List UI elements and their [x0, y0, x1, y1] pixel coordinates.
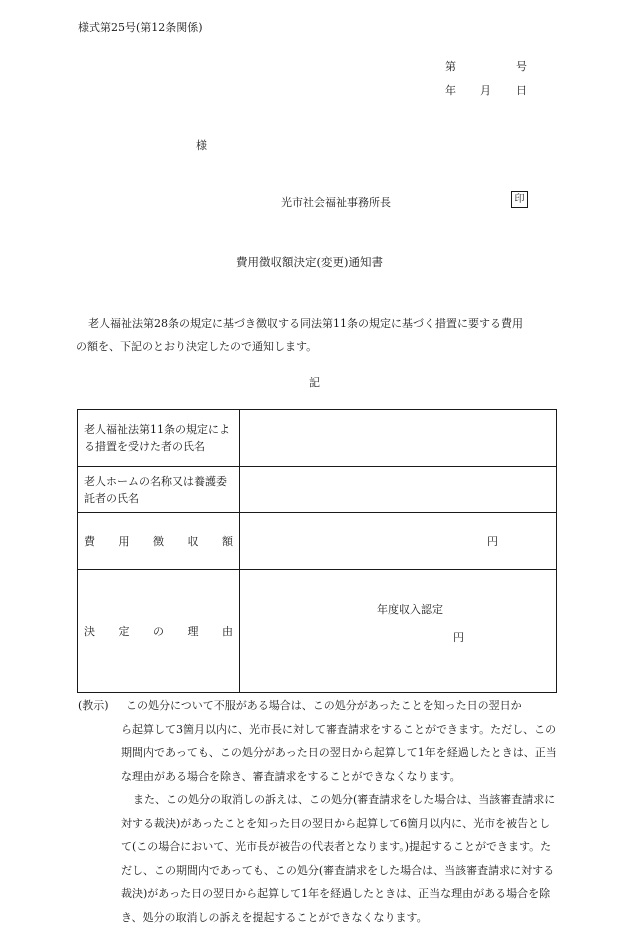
number-dai: 第 — [445, 60, 456, 73]
details-table — [77, 409, 557, 693]
ki-heading: 記 — [309, 376, 320, 389]
table-row-facility — [78, 467, 557, 513]
intro-line-2: の額を、下記のとおり決定したので通知します。 — [76, 340, 318, 353]
recipient-suffix: 様 — [196, 139, 207, 152]
value-facility-name — [240, 467, 557, 513]
form-id: 様式第25号(第12条関係) — [78, 21, 203, 34]
intro-line-1: 老人福祉法第28条の規定に基づき徴収する同法第11条の規定に基づく措置に要する費用 — [88, 317, 523, 330]
table-row-reason — [78, 570, 557, 693]
label-amount: 費 用 徴 収 額 — [78, 513, 240, 570]
table-row-amount — [78, 513, 557, 570]
table-row-recipient — [78, 410, 557, 467]
issuer-name: 光市社会福祉事務所長 — [281, 196, 391, 209]
label-reason: 決 定 の 理 由 — [78, 570, 240, 693]
intro-text — [76, 312, 558, 358]
date-month: 月 — [480, 84, 491, 97]
label-facility-name: 老人ホームの名称又は養護委託者の氏名 — [78, 467, 240, 513]
notice-heading: (教示) — [78, 699, 109, 712]
notice-paragraph-1: この処分について不服がある場合は、この処分があったことを知った日の翌日か ら起算して3箇月以内に、光市長に対して審査請求をすることができます。ただし、この期間内であっても、この処分があった日の翌日から起算して1年を経過したときは、正当な理由がある場合を除き、審査請求をすることができなくなります。 また、この処分の取消しの訴えは、この処分(審査請求をした場合は、当該審査請求に対する裁決)があったことを知った日の翌日から起算して6箇月以内に、光市を被告として(この場合において、光市長が被告の代表者となります。)提起することができます。ただし、この期間内であっても、この処分(審査請求をした場合は、当該審査請求に対する裁決)があった日の翌日から起算して1年を経過したときは、正当な理由がある場合を除き、処分の取消しの訴えを提起することができなくなります。 — [121, 694, 561, 929]
document-title: 費用徴収額決定(変更)通知書 — [236, 255, 383, 269]
value-reason — [240, 570, 557, 693]
date-day: 日 — [516, 84, 527, 97]
reason-income-label: 年度収入認定 — [377, 603, 443, 616]
number-go: 号 — [516, 60, 527, 73]
seal-mark: 印 — [511, 191, 528, 208]
reason-unit: 円 — [453, 631, 464, 644]
label-recipient-name: 老人福祉法第11条の規定による措置を受けた者の氏名 — [78, 410, 240, 467]
notice-paragraph-2: また、この処分の取消しの訴えは、この処分(審査請求をした場合は、当該審査請求に対する裁決)があったことを知った日の翌日から起算して6箇月以内に、光市を被告として(この場合において、光市長が被告の代表者となります。)提起することができます。ただし、この期間内であっても、この処分(審査請求をした場合は、当該審査請求に対する裁決)があった日の翌日から起算して1年を経過したときは、正当な理由がある場合を除き、処分の取消しの訴えを提起することができなくなります。 — [121, 793, 556, 924]
amount-unit: 円 — [487, 534, 498, 548]
value-recipient-name — [240, 410, 557, 467]
value-amount — [240, 513, 557, 570]
date-year: 年 — [445, 84, 456, 97]
